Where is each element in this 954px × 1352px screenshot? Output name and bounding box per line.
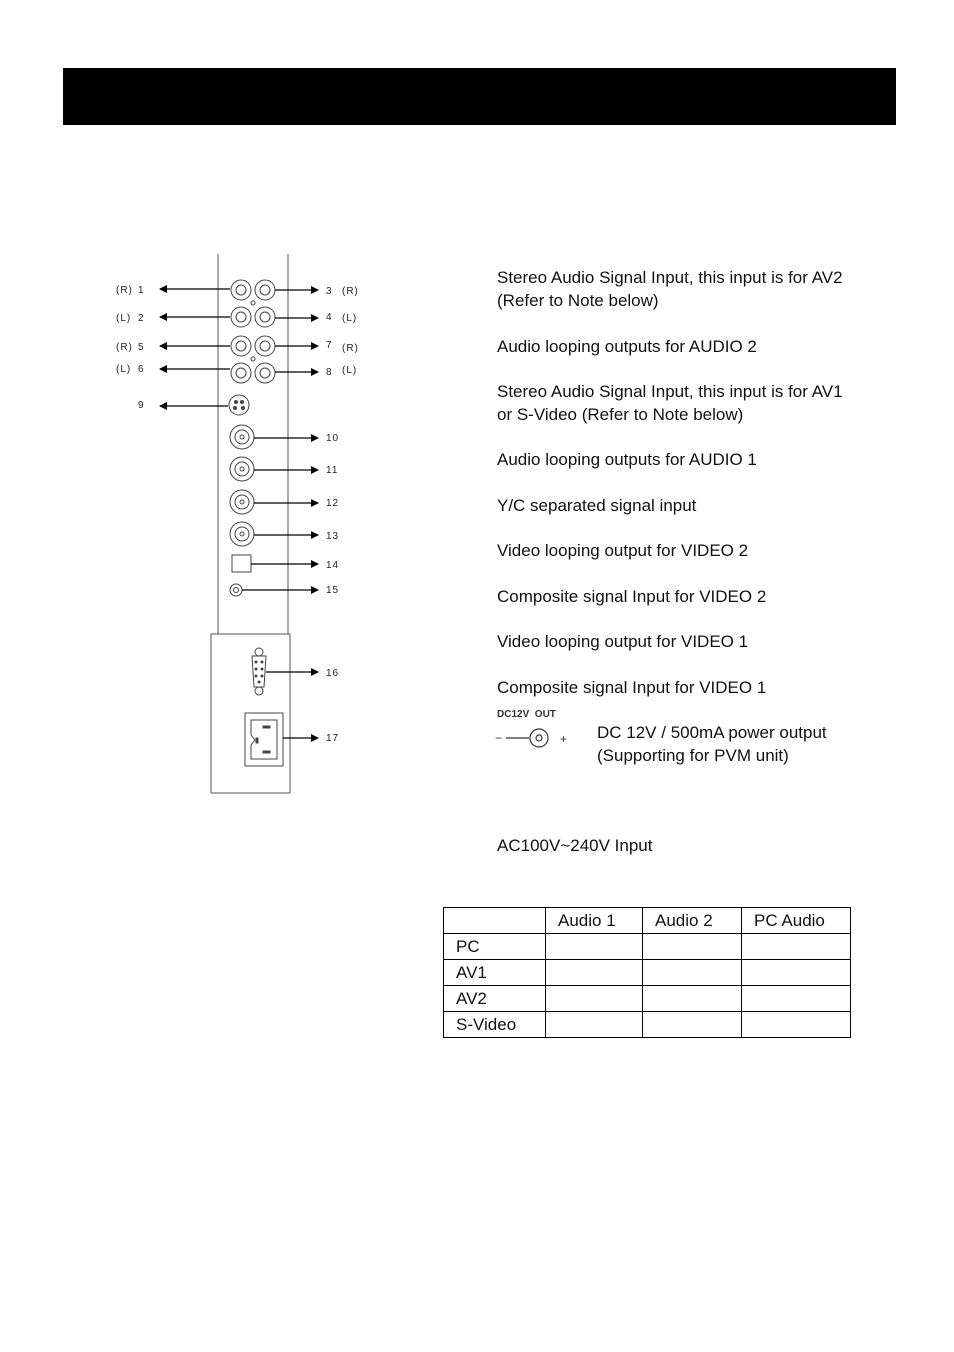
- ac-inlet-17: [245, 713, 283, 766]
- rca-jack-group: [231, 280, 275, 383]
- table-row: [444, 986, 851, 1012]
- table-header-cell: Audio 2: [643, 908, 742, 934]
- desc-line: Stereo Audio Signal Input, this input is for AV1: [497, 382, 843, 401]
- table-cell: [643, 934, 742, 960]
- table-cell: [742, 934, 851, 960]
- table-header-cell: [444, 908, 546, 934]
- desc-line: AC100V~240V Input: [497, 836, 653, 855]
- desc-line: DC 12V / 500mA power output: [597, 723, 827, 742]
- dc-out-icon: [494, 706, 574, 750]
- desc-ac-input: [497, 834, 652, 857]
- table-cell: [546, 986, 643, 1012]
- panel-outline: [211, 254, 290, 793]
- table-header-cell: Audio 1: [546, 908, 643, 934]
- rca-jack-5: [231, 336, 251, 356]
- bnc-connector-12: [230, 490, 254, 514]
- desc-composite-input-1: [497, 676, 766, 699]
- table-row: [444, 1012, 851, 1038]
- table-cell: PC: [444, 934, 546, 960]
- num-label-8: 8: [326, 367, 333, 378]
- desc-line: Video looping output for VIDEO 2: [497, 541, 749, 560]
- table-header-row: [444, 908, 851, 934]
- dc-jack-15: [230, 584, 242, 596]
- side-label-2: (L): [116, 313, 132, 324]
- num-label-10: 10: [326, 433, 340, 444]
- table-row: [444, 960, 851, 986]
- num-label-12: 12: [326, 498, 340, 509]
- side-label-5: (R): [116, 342, 133, 353]
- rca-jack-7: [255, 336, 275, 356]
- desc-line: Video looping output for VIDEO 1: [497, 632, 749, 651]
- desc-line: Composite signal Input for VIDEO 2: [497, 587, 767, 606]
- table-cell: [546, 960, 643, 986]
- bnc-connector-10: [230, 425, 254, 449]
- rca-jack-2: [231, 307, 251, 327]
- desc-composite-input-2: [497, 585, 766, 608]
- num-label-17: 17: [326, 733, 340, 744]
- table-header-cell: PC Audio: [742, 908, 851, 934]
- side-label-7: (R): [342, 343, 359, 354]
- svideo-connector: [229, 395, 249, 415]
- dsub-connector-16: [252, 648, 266, 695]
- bnc-connector-13: [230, 522, 254, 546]
- side-label-3: (R): [342, 286, 359, 297]
- table-cell: [643, 986, 742, 1012]
- dc-out-plus-glyph: +: [560, 732, 568, 746]
- desc-video-loop-2: [497, 539, 748, 562]
- dc-out-icon-label: DC12V OUT: [497, 709, 556, 720]
- num-label-9: 9: [138, 400, 145, 411]
- rca-jack-6: [231, 363, 251, 383]
- table-cell: [546, 1012, 643, 1038]
- rca-jack-3: [255, 280, 275, 300]
- table-cell: S-Video: [444, 1012, 546, 1038]
- desc-line: Audio looping outputs for AUDIO 1: [497, 450, 757, 469]
- desc-stereo-input-av1: [497, 380, 843, 426]
- desc-dc-out: [597, 721, 827, 767]
- switch-14: [232, 555, 251, 572]
- side-label-1: (R): [116, 285, 133, 296]
- table-row: [444, 934, 851, 960]
- dc-out-minus-glyph: −: [495, 731, 503, 745]
- num-label-1: 1: [138, 285, 145, 296]
- side-label-6: (L): [116, 364, 132, 375]
- num-label-15: 15: [326, 585, 340, 596]
- table-cell: AV2: [444, 986, 546, 1012]
- table-cell: [643, 1012, 742, 1038]
- desc-line: Y/C separated signal input: [497, 496, 697, 515]
- rca-jack-8: [255, 363, 275, 383]
- table-cell: [643, 960, 742, 986]
- rca-jack-1: [231, 280, 251, 300]
- num-label-5: 5: [138, 342, 145, 353]
- desc-stereo-input-av2: [497, 266, 843, 312]
- desc-line: Audio looping outputs for AUDIO 2: [497, 337, 757, 356]
- num-label-3: 3: [326, 286, 333, 297]
- desc-audio-loop-2: [497, 335, 757, 358]
- desc-audio-loop-1: [497, 448, 757, 471]
- num-label-13: 13: [326, 531, 340, 542]
- num-label-7: 7: [326, 340, 333, 351]
- side-label-4: (L): [342, 313, 358, 324]
- desc-line: Stereo Audio Signal Input, this input is for AV2: [497, 268, 843, 287]
- desc-line: (Refer to Note below): [497, 291, 659, 310]
- num-label-14: 14: [326, 560, 340, 571]
- table-cell: [546, 934, 643, 960]
- num-label-11: 11: [326, 465, 339, 476]
- table-cell: [742, 960, 851, 986]
- desc-line: Composite signal Input for VIDEO 1: [497, 678, 767, 697]
- num-label-2: 2: [138, 313, 145, 324]
- desc-line: (Supporting for PVM unit): [597, 746, 789, 765]
- desc-video-loop-1: [497, 630, 748, 653]
- audio-routing-table: [443, 907, 851, 1038]
- bnc-connector-11: [230, 457, 254, 481]
- table-cell: AV1: [444, 960, 546, 986]
- rca-jack-4: [255, 307, 275, 327]
- num-label-6: 6: [138, 364, 145, 375]
- table-cell: [742, 986, 851, 1012]
- table-cell: [742, 1012, 851, 1038]
- side-label-8: (L): [342, 365, 358, 376]
- bnc-connector-group: [230, 425, 254, 546]
- num-label-4: 4: [326, 312, 333, 323]
- num-label-16: 16: [326, 668, 340, 679]
- desc-line: or S-Video (Refer to Note below): [497, 405, 744, 424]
- desc-yc-input: [497, 494, 696, 517]
